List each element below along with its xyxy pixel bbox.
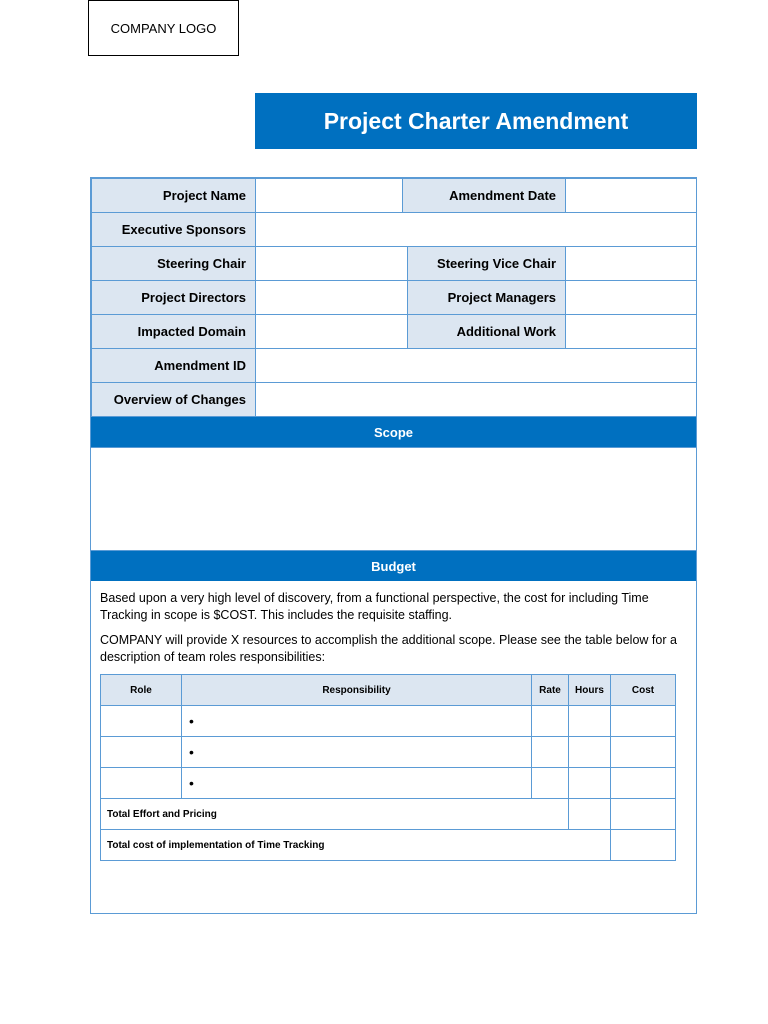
cost-cell[interactable] (611, 737, 676, 768)
hours-header: Hours (569, 675, 611, 706)
rate-cell[interactable] (532, 737, 569, 768)
budget-paragraph-1: Based upon a very high level of discovery, from a functional perspective, the cost for including Time Tracking in scope is $COST. This includes the requisite staffing. (100, 591, 649, 622)
additional-work-field[interactable] (566, 315, 697, 349)
rate-header: Rate (532, 675, 569, 706)
hours-cell[interactable] (569, 737, 611, 768)
total-hours-cell[interactable] (569, 799, 611, 830)
budget-heading (91, 551, 696, 581)
cost-cell[interactable] (611, 768, 676, 799)
row-domain-work (92, 315, 697, 349)
roles-table-header (101, 675, 676, 706)
cost-header: Cost (611, 675, 676, 706)
row-amendment-id (92, 349, 697, 383)
role-cell[interactable] (101, 768, 182, 799)
company-logo-placeholder (88, 0, 239, 56)
responsibility-header: Responsibility (182, 675, 532, 706)
role-cell[interactable] (101, 737, 182, 768)
total-effort-label: Total Effort and Pricing (101, 799, 569, 830)
charter-form (90, 177, 697, 914)
row-project-name (92, 179, 697, 213)
responsibility-cell[interactable] (182, 768, 532, 799)
budget-paragraph-2: COMPANY will provide X resources to accomplish the additional scope. Please see the table below for a description of team roles responsibilities: (100, 633, 677, 664)
table-row (101, 768, 676, 799)
document-title-bar (255, 93, 697, 149)
scope-heading (91, 417, 696, 447)
project-directors-field[interactable] (256, 281, 408, 315)
project-managers-field[interactable] (566, 281, 697, 315)
executive-sponsors-field[interactable] (256, 213, 697, 247)
rate-cell[interactable] (532, 768, 569, 799)
project-info-table (91, 178, 697, 417)
bullet: • (189, 775, 194, 791)
amendment-date-label: Amendment Date (403, 179, 566, 213)
total-cost-cell[interactable] (611, 799, 676, 830)
steering-chair-label: Steering Chair (92, 247, 256, 281)
amendment-id-label: Amendment ID (92, 349, 256, 383)
project-name-label: Project Name (92, 179, 256, 213)
steering-vice-chair-label: Steering Vice Chair (408, 247, 566, 281)
overview-of-changes-field[interactable] (256, 383, 697, 417)
amendment-id-field[interactable] (256, 349, 697, 383)
cost-cell[interactable] (611, 706, 676, 737)
responsibility-cell[interactable] (182, 737, 532, 768)
steering-vice-chair-field[interactable] (566, 247, 697, 281)
row-executive-sponsors (92, 213, 697, 247)
impacted-domain-label: Impacted Domain (92, 315, 256, 349)
total-effort-row (101, 799, 676, 830)
document-title: Project Charter Amendment (323, 107, 629, 134)
scope-heading-text: Scope (373, 424, 413, 440)
total-cost-row (101, 830, 676, 861)
hours-cell[interactable] (569, 768, 611, 799)
table-row (101, 706, 676, 737)
roles-table (100, 674, 676, 861)
table-row (101, 737, 676, 768)
total-implementation-cost-cell[interactable] (611, 830, 676, 861)
bullet: • (189, 713, 194, 729)
total-cost-label: Total cost of implementation of Time Tracking (101, 830, 611, 861)
steering-chair-field[interactable] (256, 247, 408, 281)
overview-of-changes-label: Overview of Changes (92, 383, 256, 417)
rate-cell[interactable] (532, 706, 569, 737)
additional-work-label: Additional Work (408, 315, 566, 349)
impacted-domain-field[interactable] (256, 315, 408, 349)
scope-field[interactable] (91, 447, 696, 551)
row-overview (92, 383, 697, 417)
responsibility-cell[interactable] (182, 706, 532, 737)
project-managers-label: Project Managers (408, 281, 566, 315)
role-header: Role (101, 675, 182, 706)
budget-text (91, 581, 696, 665)
role-cell[interactable] (101, 706, 182, 737)
executive-sponsors-label: Executive Sponsors (92, 213, 256, 247)
company-logo-text: COMPANY LOGO (110, 20, 217, 36)
budget-heading-text: Budget (371, 558, 416, 574)
project-name-field[interactable] (256, 179, 403, 213)
project-directors-label: Project Directors (92, 281, 256, 315)
hours-cell[interactable] (569, 706, 611, 737)
bullet: • (189, 744, 194, 760)
row-steering (92, 247, 697, 281)
amendment-date-field[interactable] (566, 179, 697, 213)
row-directors-managers (92, 281, 697, 315)
